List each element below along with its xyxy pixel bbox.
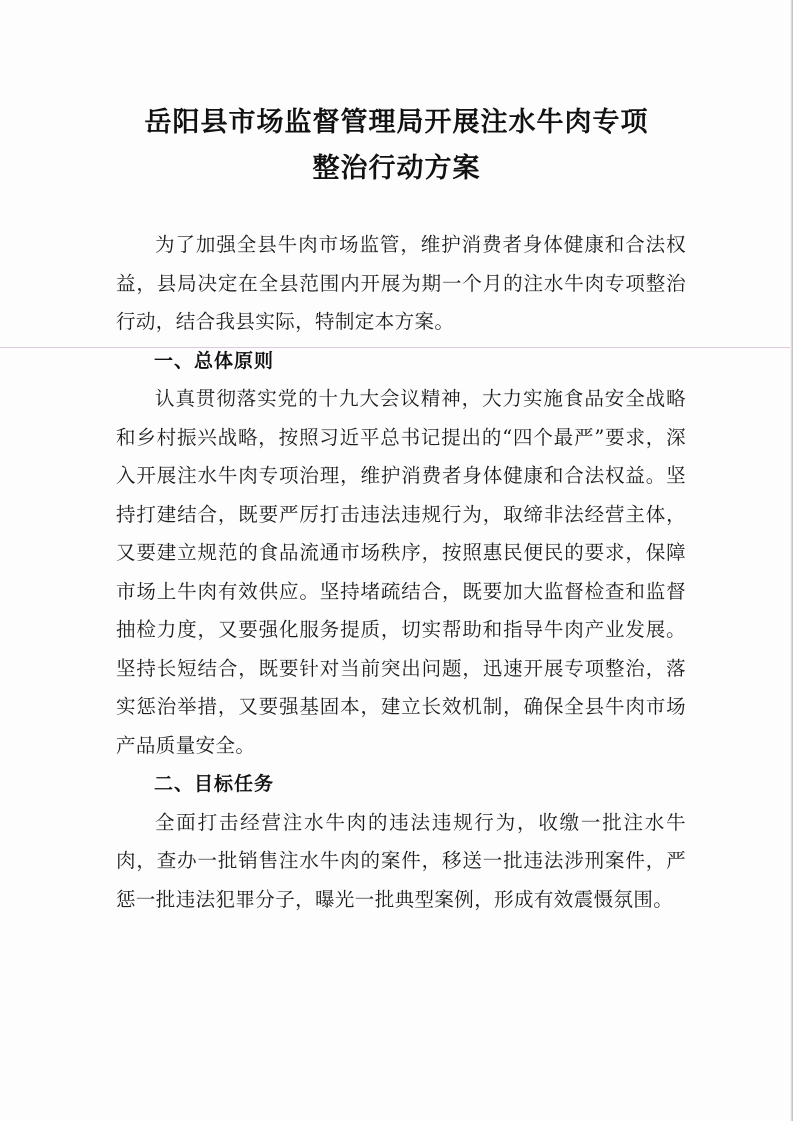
document-body — [116, 226, 686, 919]
title-line-2: 整治行动方案 — [312, 153, 481, 184]
title-line-1: 岳阳县市场监督管理局开展注水牛肉专项 — [144, 107, 649, 138]
section-body-goals: 全面打击经营注水牛肉的违法违规行为，收缴一批注水牛肉，查办一批销售注水牛肉的案件，移送一批违法涉刑案件，严惩一批违法犯罪分子，曝光一批典型案例，形成有效震慑氛围。 — [116, 810, 686, 911]
section-heading-principles: 一、总体原则 — [154, 349, 275, 372]
section-body-principles: 认真贯彻落实党的十九大会议精神，大力实施食品安全战略和乡村振兴战略，按照习近平总书记提出的“四个最严”要求，深入开展注水牛肉专项治理，维护消费者身体健康和合法权益。坚持打建结合，既要严厉打击违法违规行为，取缔非法经营主体，又要建立规范的食品流通市场秩序，按照惠民便民的要求，保障市场上牛肉有效供应。坚持堵疏结合，既要加大监督检查和监督抽检力度，又要强化服务提质，切实帮助和指导牛肉产业发展。坚持长短结合，既要针对当前突出问题，迅速开展专项整治，落实惩治举措，又要强基固本，建立长效机制，确保全县牛肉市场产品质量安全。 — [116, 387, 686, 757]
intro-paragraph: 为了加强全县牛肉市场监管，维护消费者身体健康和合法权益，县局决定在全县范围内开展为期一个月的注水牛肉专项整治行动，结合我县实际，特制定本方案。 — [116, 233, 686, 333]
document-title — [60, 100, 733, 192]
section-heading-goals: 二、目标任务 — [154, 773, 275, 795]
